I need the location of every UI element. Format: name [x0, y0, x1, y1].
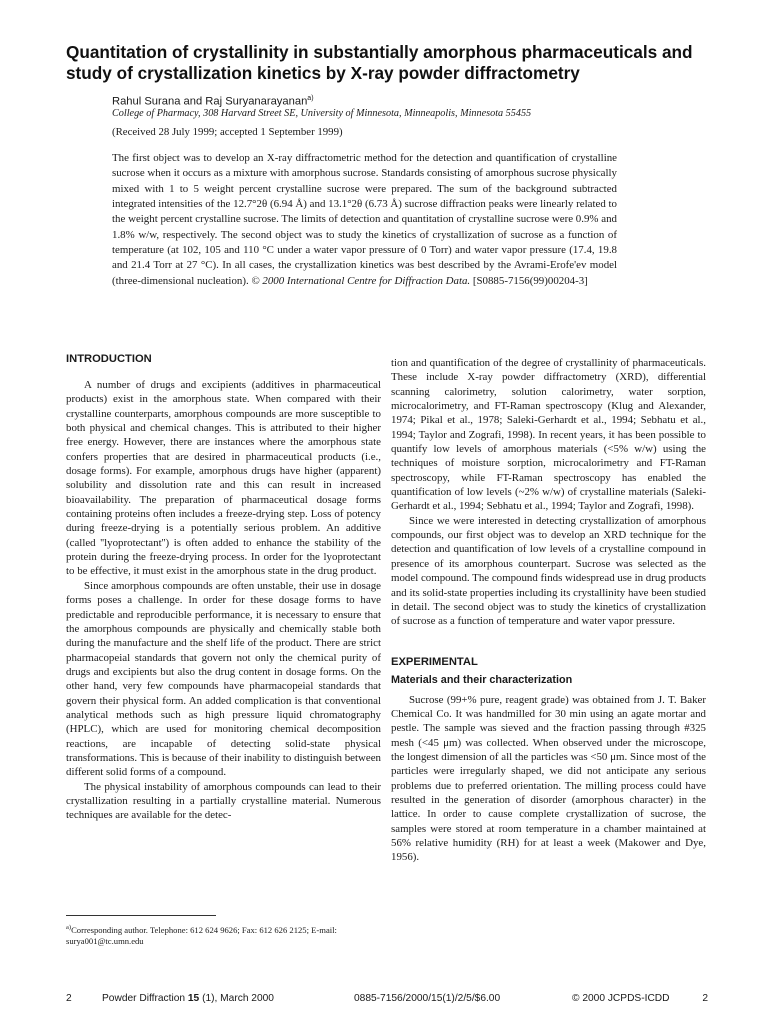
journal-issue: (1), March 2000	[199, 993, 274, 1004]
right-column	[391, 356, 706, 865]
footnote-mark: a)	[66, 924, 72, 931]
introduction-paragraph: The physical instability of amorphous compounds can lead to their crystallization resulting in a partially crystalline material. Numerous techniques are available for the detec-	[66, 780, 381, 822]
experimental-heading: EXPERIMENTAL	[391, 655, 478, 668]
article-code: 0885-7156/2000/15(1)/2/5/$6.00	[354, 993, 501, 1004]
journal-name: Powder Diffraction	[102, 993, 188, 1004]
abstract-doi: [S0885-7156(99)00204-3]	[470, 274, 588, 287]
abstract	[112, 151, 617, 289]
author-footnote-mark: a)	[307, 95, 314, 102]
author-names: Rahul Surana and Raj Suryanarayanan	[112, 95, 308, 108]
experimental-paragraph: Sucrose (99+% pure, reagent grade) was obtained from J. T. Baker Chemical Co. It was handmilled for 30 min using an agate mortar and pestle. The sample was sieved and the fraction passing through #325 mesh (<45 μm) was collected. When observed under the microscope, the longest dimension of all the particles was <50 μm. Since most of the particles were irregularly shaped, we did not anticipate any serious problems due to preferred orientation. The milling process could have resulted in the generation of disorder (amorphous character) in the lattice. In order to cause complete crystallization of sucrose, the samples were stored at room temperature in a chamber maintained at 56% relative humidity (RH) for at least a week (Makower and Dye, 1956).	[391, 693, 706, 864]
affiliation: College of Pharmacy, 308 Harvard Street SE, University of Minnesota, Minneapolis, Minnesota 55455	[112, 108, 532, 119]
introduction-paragraph: A number of drugs and excipients (additives in pharmaceutical products) exist in the amorphous state. When compared with their crystalline counterparts, amorphous compounds are more susceptible to both physical and chemical changes. This is attributed to their higher free energy. However, there are instances where the amorphous state confers properties that are desired in pharmaceutical products (i.e., dosage forms). For example, amorphous drugs have higher (apparent) solubility and dissolution rate and this can result in increased bioavailability. The preparation of pharmaceutical dosage forms containing proteins often includes a freeze-drying step. Loss of potency during freeze-drying is a potentially serious problem. An additive (called ''lyoprotectant'') is often added to enhance the stability of the protein during the freeze-drying process. In order for the lyoprotectant to be effective, it must exist in the amorphous state in the drug product.	[66, 379, 381, 578]
journal-citation	[102, 992, 274, 1006]
introduction-continuation: tion and quantification of the degree of crystallinity of pharmaceuticals. These include X-ray powder diffractometry (XRD), differential scanning calorimetry, solution calorimetry, water sorption, microcalorimetry, and FT-Raman spectroscopy (Klug and Alexander, 1974; Pikal et al., 1978; Saleki-Gerhardt et al., 1994; Sebhatu et al., 1994; Taylor and Zografi, 1998). In recent years, it has been possible to quantify low levels of amorphous materials (<5% w/w) using the techniques of moisture sorption, microcalorimetry and FT-Raman spectroscopy, while FT-Raman spectroscopy has enabled the quantification of low levels (~2% w/w) of crystalline materials (Saleki-Gerhardt et al., 1994; Sebhatu et al., 1994; Taylor and Zografi, 1998).	[391, 357, 706, 513]
introduction-paragraph: Since we were interested in detecting crystallization of amorphous compounds, our first object was to develop an XRD technique for the detection and quantification of low levels of a crystalline compound in presence of its amorphous counterpart. Sucrose was selected as the model compound. The compound finds widespread use in drug products and its solid-state properties including its crystallinity have been studied in detail. The second object was to study the kinetics of crystallization of sucrose as a function of temperature and water vapor pressure.	[391, 514, 706, 628]
page-footer	[66, 992, 708, 1006]
footnote-rule	[66, 915, 216, 916]
section-spacer	[391, 629, 706, 655]
introduction-paragraph: Since amorphous compounds are often unstable, their use in dosage forms poses a challenge. In order for these dosage forms to have predictable and reproducible performance, it is necessary to ensure that the amorphous compounds are physically and chemically stable both during the manufacture and the shelf life of the product. There are strict pharmacopeial standards that govern not only the chemical purity of drugs and excipients but also the drug content in dosage forms. On the other hand, very few compounds have pharmacopeial standards that govern their physical form. An added complication is that conventional analytical methods such as high pressure liquid chromatography (HPLC), which are used for monitoring chemical decomposition reactions, are incapable of detecting solid-state physical transformations. This is because of their inability to distinguish between different solid forms of a compound.	[66, 579, 381, 779]
abstract-text: The first object was to develop an X-ray diffractometric method for the detection and quantification of crystalline sucrose when it occurs as a mixture with amorphous sucrose. Standards consisting of amorphous sucrose physically mixed with 1 to 5 weight percent crystalline sucrose were prepared. The sum of the background subtracted integrated intensities of the 12.7°2θ (6.94 Å) and 13.1°2θ (6.73 Å) sucrose diffraction peaks were linearly related to the weight percent crystalline sucrose. The limits of detection and quantitation of crystalline sucrose were 0.9% and 1.8% w/w, respectively. The second object was to study the kinetics of crystallization of sucrose as a function of temperature (at 102, 105 and 110 °C under a water vapor pressure of 0 Torr) and water vapor pressure (17.4, 19.8 and 21.4 Torr at 27 °C). In all cases, the crystallization kinetics was best described by the Avrami-Erofe'ev model (three-dimensional nucleation).	[112, 152, 617, 287]
received-dates: (Received 28 July 1999; accepted 1 September 1999)	[112, 126, 343, 138]
footnote	[66, 922, 381, 948]
page-number-left: 2	[66, 993, 72, 1004]
introduction-heading: INTRODUCTION	[66, 353, 152, 365]
footer-copyright: © 2000 JCPDS-ICDD	[572, 993, 670, 1004]
footnote-text: Corresponding author. Telephone: 612 624 9626; Fax: 612 626 2125; E-mail: surya001@tc.umn.edu	[66, 924, 337, 947]
materials-subheading: Materials and their characterization	[391, 673, 573, 686]
left-column	[66, 352, 381, 823]
page-number-right: 2	[702, 993, 708, 1004]
abstract-copyright: © 2000 International Centre for Diffraction Data.	[251, 274, 471, 287]
paper-title: Quantitation of crystallinity in substantially amorphous pharmaceuticals and study of crystallization kinetics by X-ray powder diffractometry	[66, 42, 693, 83]
journal-volume: 15	[187, 993, 200, 1004]
